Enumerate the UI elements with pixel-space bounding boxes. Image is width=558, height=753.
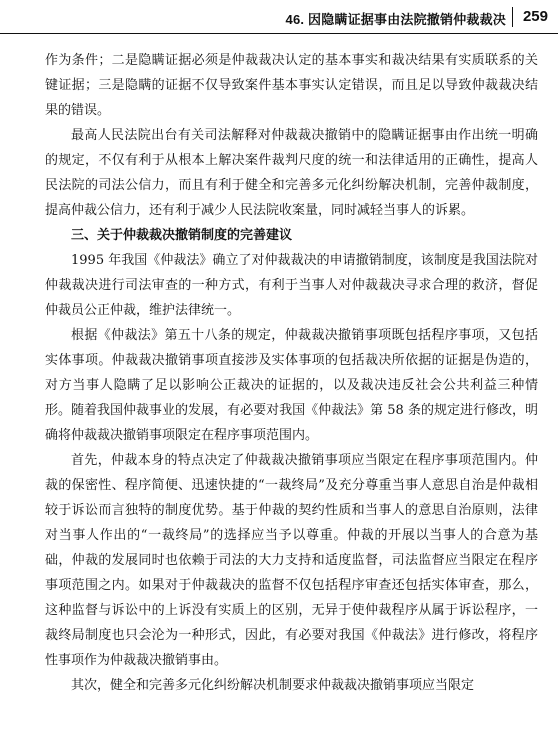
page-number: 259 bbox=[522, 8, 548, 25]
section-heading: 三、关于仲裁裁决撤销制度的完善建议 bbox=[71, 228, 293, 243]
paragraph-continued: 作为条件；二是隐瞒证据必须是仲裁裁决认定的基本事实和裁决结果有实质联系的关键证据；三是隐瞒的证据不仅导致案件基本事实认定错误，而且足以导致仲裁裁决结果的错误。 bbox=[45, 53, 538, 118]
paragraph: 最高人民法院出台有关司法解释对仲裁裁决撤销中的隐瞒证据事由作出统一明确的规定，不仅有利于从根本上解决案件裁判尺度的统一和法律适用的正确性，提高人民法院的司法公信力，而且有利于健全和完善多元化纠纷解决机制，完善仲裁制度，提高仲裁公信力，还有利于减少人民法院收案量，同时减轻当事人的诉累。 bbox=[45, 128, 538, 218]
paragraph: 首先，仲裁本身的特点决定了仲裁裁决撤销事项应当限定在程序事项范围内。仲裁的保密性、程序简便、迅速快捷的“一裁终局”及充分尊重当事人意思自治是仲裁相较于诉讼而言独特的制度优势。基于仲裁的契约性质和当事人的意思自治原则，法律对当事人作出的“一裁终局”的选择应当予以尊重。仲裁的开展以当事人的合意为基础，仲裁的发展同时也依赖于司法的大力支持和适度监督，司法监督应当限定在程序事项范围之内。如果对于仲裁裁决的监督不仅包括程序审查还包括实体审查，那么，这种监督与诉讼中的上诉没有实质上的区别，无异于使仲裁程序从属于诉讼程序，一裁终局制度也只会沦为一种形式，因此，有必要对我国《仲裁法》进行修改，将程序性事项作为仲裁裁决撤销事由。 bbox=[45, 453, 538, 668]
paragraph: 根据《仲裁法》第五十八条的规定，仲裁裁决撤销事项既包括程序事项，又包括实体事项。仲裁裁决撤销事项直接涉及实体事项的包括裁决所依据的证据是伪造的，对方当事人隐瞒了足以影响公正裁决的证据的，以及裁决违反社会公共利益三种情形。随着我国仲裁事业的发展，有必要对我国《仲裁法》第 58 条的规定进行修改，明确将仲裁裁决撤销事项限定在程序事项范围内。 bbox=[45, 328, 538, 443]
paragraph: 1995 年我国《仲裁法》确立了对仲裁裁决的申请撤销制度，该制度是我国法院对仲裁裁决进行司法审查的一种方式，有利于当事人对仲裁裁决寻求合理的救济，督促仲裁员公正仲裁，维护法律统一。 bbox=[45, 253, 538, 318]
running-header-title: 46. 因隐瞒证据事由法院撤销仲裁裁决 bbox=[285, 12, 506, 27]
header-divider bbox=[512, 7, 513, 27]
paragraph: 其次，健全和完善多元化纠纷解决机制要求仲裁裁决撤销事项应当限定 bbox=[71, 678, 475, 693]
page-body bbox=[45, 48, 538, 698]
running-header bbox=[0, 0, 558, 34]
